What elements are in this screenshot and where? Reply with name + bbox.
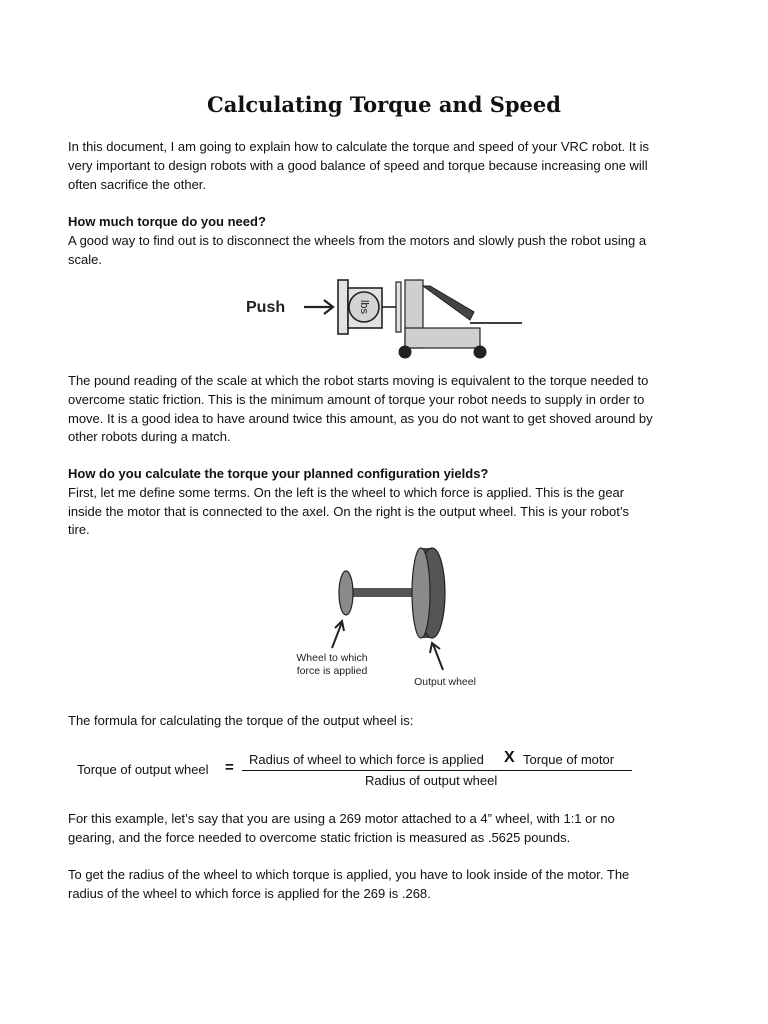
section-line: inside the motor that is connected to the axel. On the right is the output wheel. This is your robot’s: [68, 503, 629, 519]
section-line: First, let me define some terms. On the left is the wheel to which force is applied. This is the gear: [68, 484, 625, 500]
paragraph-line: radius of the wheel to which force is applied for the 269 is .268.: [68, 885, 431, 901]
wheel-axle-figure: [280, 544, 500, 692]
paragraph-line: gearing, and the force needed to overcome static friction is measured as .5625 pounds.: [68, 829, 571, 845]
torque-formula: [68, 748, 688, 798]
torque-needed-section: [68, 213, 704, 269]
push-scale-figure: [240, 274, 530, 364]
section-heading: How do you calculate the torque your planned configuration yields?: [68, 466, 489, 481]
section-line: scale.: [68, 251, 102, 267]
push-arrow-icon: [304, 300, 333, 314]
formula-intro: [68, 712, 704, 731]
push-label: Push: [246, 299, 286, 316]
scale-label: lbs: [358, 299, 371, 315]
formula-intro-line: The formula for calculating the torque of the output wheel is:: [68, 713, 414, 728]
formula-times: X: [504, 749, 515, 766]
configuration-section: [68, 465, 704, 540]
radius-paragraph: [68, 866, 704, 904]
section-line: tire.: [68, 522, 90, 538]
intro-line: In this document, I am going to explain how to calculate the torque and speed of your VRC robot. It is: [68, 139, 650, 154]
output-wheel-label: Output wheel: [414, 676, 476, 688]
section-line: A good way to find out is to disconnect the wheels from the motors and slowly push the robot using a: [68, 232, 647, 248]
formula-numerator-right: Torque of motor: [523, 752, 615, 767]
output-wheel-icon: [412, 548, 445, 638]
intro-line: often sacrifice the other.: [68, 176, 207, 192]
robot-icon: [399, 280, 523, 359]
pound-reading-paragraph: [68, 372, 704, 447]
arrow-up-icon: [332, 621, 344, 648]
formula-lhs: Torque of output wheel: [77, 762, 209, 777]
paragraph-line: overcome static friction. This is the minimum amount of torque your robot needs to supply in order to: [68, 391, 645, 407]
arrow-up-icon: [430, 643, 443, 670]
small-wheel-icon: [339, 571, 353, 615]
paragraph-line: The pound reading of the scale at which the robot starts moving is equivalent to the torque needed to: [68, 373, 649, 388]
force-wheel-label: Wheel to which: [296, 652, 368, 664]
formula-denominator: Radius of output wheel: [365, 773, 498, 788]
page-title: Calculating Torque and Speed: [207, 92, 561, 117]
paragraph-line: For this example, let’s say that you are using a 269 motor attached to a 4” wheel, with 1:1 or no: [68, 811, 615, 826]
section-heading: How much torque do you need?: [68, 214, 266, 229]
example-paragraph: [68, 810, 704, 848]
formula-equals: =: [225, 759, 234, 776]
paragraph-line: To get the radius of the wheel to which torque is applied, you have to look inside of the motor. The: [68, 867, 630, 882]
force-wheel-label: force is applied: [296, 665, 368, 677]
fraction-bar: [242, 770, 632, 771]
intro-paragraph: [68, 138, 704, 194]
formula-numerator-left: Radius of wheel to which force is applied: [249, 752, 484, 767]
paragraph-line: move. It is a good idea to have around twice this amount, as you do not want to get shoved around by: [68, 410, 653, 426]
scale-icon: [338, 280, 401, 334]
paragraph-line: other robots during a match.: [68, 429, 231, 445]
intro-line: very important to design robots with a good balance of speed and torque because increasing one will: [68, 157, 648, 173]
